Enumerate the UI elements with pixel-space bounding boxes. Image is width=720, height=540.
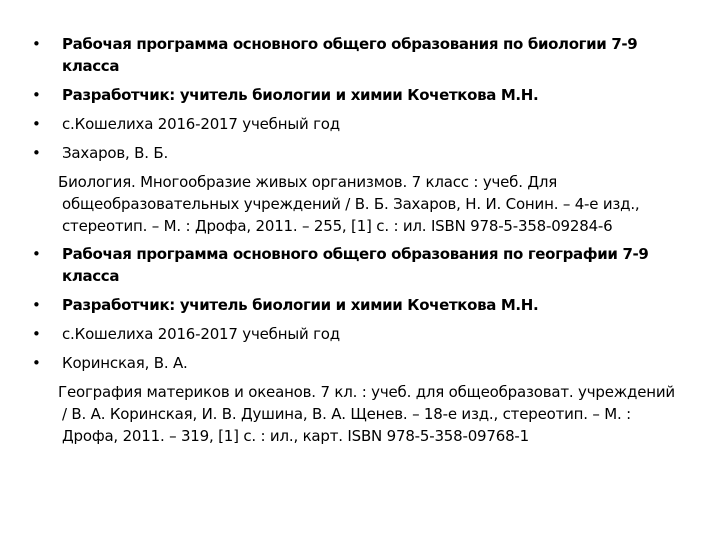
bullet-icon: • [32, 325, 41, 343]
geo-author: Коринская, В. А. [62, 354, 188, 372]
geo-program-title: Рабочая программа основного общего образования по географии 7-9 класса [62, 245, 649, 285]
bullet-icon: • [32, 296, 41, 314]
bio-developer: Разработчик: учитель биологии и химии Кочеткова М.Н. [62, 86, 539, 104]
geo-place-year: с.Кошелиха 2016-2017 учебный год [62, 325, 340, 343]
bullet-icon: • [32, 144, 41, 162]
list-item-bio-author [32, 142, 682, 164]
geo-book-reference: География материков и океанов. 7 кл. : учеб. для общеобразоват. учреждений / В. А. Коринская, И. В. Душина, В. А. Щенев. – 18-е изд., стереотип. – М. : Дрофа, 2011. – 319, [1] с. : ил., карт. ISBN 978-5-358-09768-1 [58, 383, 675, 445]
list-item-geo-developer [32, 294, 682, 316]
geo-developer: Разработчик: учитель биологии и химии Кочеткова М.Н. [62, 296, 539, 314]
list-item-geo-place-year [32, 323, 682, 345]
list-item-bio-program [32, 33, 682, 77]
list-item-bio-place-year [32, 113, 682, 135]
bullet-list [32, 33, 682, 453]
bullet-icon: • [32, 354, 41, 372]
list-item-geo-program [32, 243, 682, 287]
bio-book-reference: Биология. Многообразие живых организмов. 7 класс : учеб. Для общеобразовательных учреждений / В. Б. Захаров, Н. И. Сонин. – 4-е изд., стереотип. – М. : Дрофа, 2011. – 255, [1] с. : ил. ISBN 978-5-358-09284-6 [58, 173, 640, 235]
bullet-icon: • [32, 115, 41, 133]
bio-author: Захаров, В. Б. [62, 144, 169, 162]
list-item-bio-developer [32, 84, 682, 106]
bullet-icon: • [32, 245, 41, 263]
bullet-icon: • [32, 86, 41, 104]
list-item-geo-author [32, 352, 682, 374]
bio-program-title: Рабочая программа основного общего образования по биологии 7-9 класса [62, 35, 638, 75]
bullet-icon: • [32, 35, 41, 53]
bio-place-year: с.Кошелиха 2016-2017 учебный год [62, 115, 340, 133]
